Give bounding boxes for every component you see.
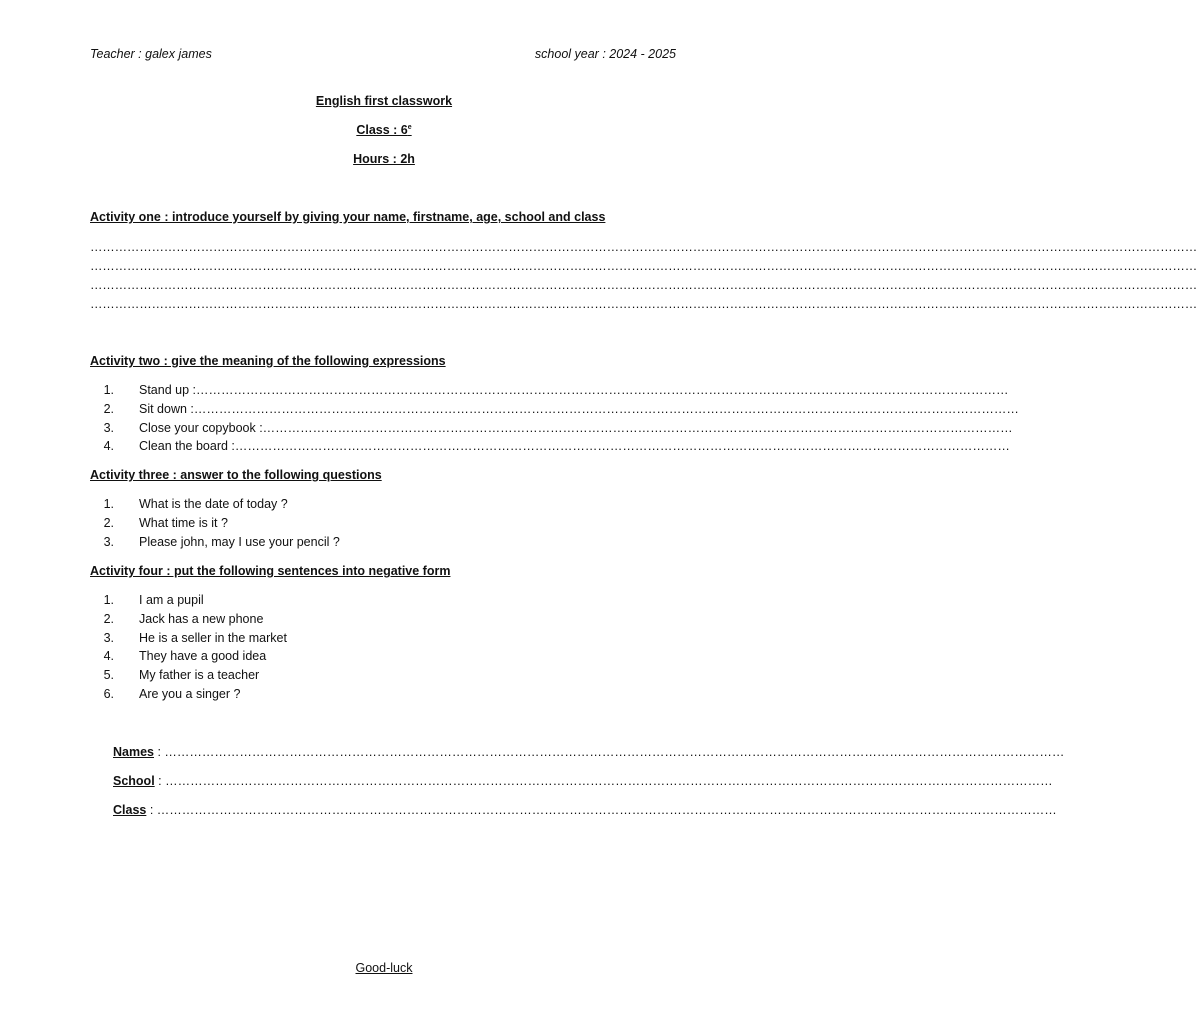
page-title: English first classwork [315, 94, 453, 108]
teacher-name: Teacher : galex james [90, 47, 212, 61]
activity-one-heading: Activity one : introduce yourself by giving your name, firstname, age, school and class [90, 210, 606, 224]
list-text: Are you a singer ? [139, 686, 241, 701]
activity-four-heading: Activity four : put the following sentences into negative form [90, 564, 451, 578]
class-title [0, 123, 768, 137]
list-text: I am a pupil [139, 593, 204, 607]
list-number: 3. [103, 420, 114, 435]
answer-line: ……………………………………………………………………………………………………………………………………………………………………………………………………………………………………………… [90, 297, 1197, 311]
list-number: 4. [103, 439, 114, 454]
list-number: 5. [103, 668, 114, 683]
list-item [94, 514, 676, 533]
list-text: Stand up :…………………………………………………………………………………………………………………………………………………………………………… [139, 383, 1009, 397]
school-fill: : …………………………………………………………………………………………………………………………………………………………………………………………… [154, 774, 1053, 788]
class-fill: : ……………………………………………………………………………………………………………………………………………………………………………………………… [146, 803, 1057, 817]
list-item [94, 533, 676, 552]
answer-line: ……………………………………………………………………………………………………………………………………………………………………………………………………………………………………………… [90, 259, 1197, 273]
school-year: school year : 2024 - 2025 [534, 47, 676, 61]
activity-three-list [94, 495, 676, 551]
list-item [94, 400, 1019, 419]
activity-two-heading: Activity two : give the meaning of the following expressions [90, 354, 446, 368]
class-label: Class [113, 803, 147, 817]
list-item [94, 495, 676, 514]
list-number: 1. [103, 497, 114, 511]
list-item [94, 629, 676, 648]
list-number: 4. [103, 649, 114, 664]
list-text: He is a seller in the market [139, 630, 287, 645]
list-number: 1. [103, 383, 114, 397]
list-number: 1. [103, 593, 114, 607]
list-item [94, 381, 1009, 400]
activity-three-heading: Activity three : answer to the following questions [90, 468, 382, 482]
list-item [94, 419, 1013, 438]
class-field [113, 803, 1057, 817]
names-label: Names [113, 745, 154, 759]
list-number: 2. [103, 401, 114, 416]
list-item [94, 685, 676, 704]
list-number: 2. [103, 611, 114, 626]
answer-line: ……………………………………………………………………………………………………………………………………………………………………………………………………………………………………………… [90, 278, 1197, 292]
names-field [113, 745, 1065, 759]
list-item [94, 666, 676, 685]
school-field [113, 774, 1053, 788]
list-text: Jack has a new phone [139, 611, 264, 626]
list-item [94, 591, 676, 610]
names-fill: : ……………………………………………………………………………………………………………………………………………………………………………………………… [154, 745, 1065, 759]
hours-title: Hours : 2h [353, 152, 415, 166]
list-text: What time is it ? [139, 515, 228, 530]
list-item [94, 437, 1010, 456]
list-text: They have a good idea [139, 649, 267, 664]
list-text: Please john, may I use your pencil ? [139, 534, 340, 549]
list-number: 6. [103, 686, 114, 701]
activity-two-list [94, 381, 1019, 456]
list-text: Sit down :……………………………………………………………………………………………………………………………………………………………………………… [139, 401, 1019, 416]
list-text: My father is a teacher [139, 668, 260, 683]
list-text: Clean the board :…………………………………………………………………………………………………………………………………………………………………… [139, 439, 1010, 454]
list-item [94, 647, 676, 666]
good-luck: Good-luck [355, 961, 413, 975]
school-label: School [113, 774, 155, 788]
list-text: What is the date of today ? [139, 497, 288, 511]
list-text: Close your copybook :……………………………………………………………………………………………………………………………………………………………… [139, 420, 1013, 435]
class-text: Class : 6 [356, 123, 408, 137]
answer-line: ……………………………………………………………………………………………………………………………………………………………………………………………………………………………………………… [90, 240, 1197, 254]
list-number: 3. [103, 534, 114, 549]
class-superscript: e [407, 124, 412, 131]
list-item [94, 610, 676, 629]
activity-four-list [94, 591, 676, 704]
list-number: 2. [103, 515, 114, 530]
list-number: 3. [103, 630, 114, 645]
